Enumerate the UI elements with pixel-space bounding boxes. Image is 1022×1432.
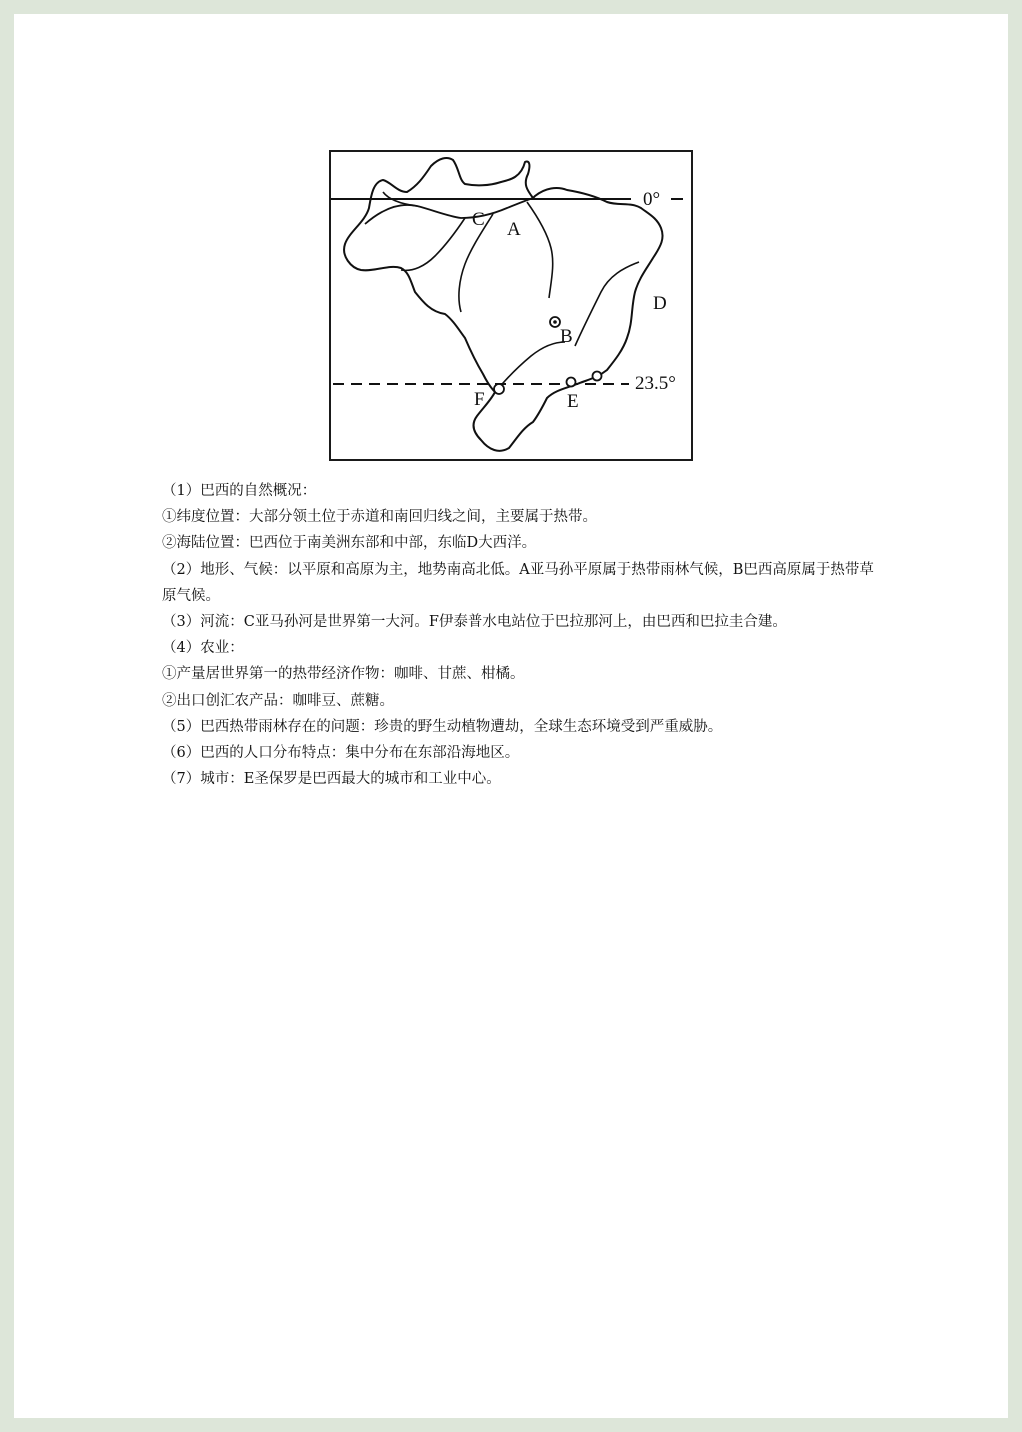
note-line: （6）巴西的人口分布特点：集中分布在东部沿海地区。 — [162, 745, 520, 762]
itaipu-marker — [494, 384, 504, 394]
note-line: ②出口创汇农产品：咖啡豆、蔗糖。 — [162, 692, 394, 709]
amazon-tributary-3 — [527, 202, 553, 298]
note-line: （7）城市：E圣保罗是巴西最大的城市和工业中心。 — [162, 771, 501, 788]
note-line: （1）巴西的自然概况： — [162, 483, 317, 499]
label-e: E — [567, 391, 579, 412]
brazil-map-drawing — [331, 152, 691, 459]
label-d: D — [653, 293, 667, 314]
equator-label: 0° — [643, 189, 661, 210]
note-line: ②海陆位置：巴西位于南美洲东部和中部，东临D大西洋。 — [162, 535, 537, 552]
note-line: ①产量居世界第一的热带经济作物：咖啡、甘蔗、柑橘。 — [162, 666, 525, 683]
parana-river — [497, 342, 565, 390]
note-line: （2）地形、气候：以平原和高原为主，地势南高北低。A亚马孙平原属于热带雨林气候，B巴西高原属于热带草原气候。 — [162, 561, 874, 604]
label-f: F — [474, 389, 485, 410]
rio-marker — [593, 372, 602, 381]
label-a: A — [507, 219, 521, 240]
label-c: C — [472, 209, 485, 230]
brazil-outline — [344, 158, 662, 451]
note-line: （4）农业： — [162, 640, 244, 657]
note-line: （3）河流：C亚马孙河是世界第一大河。F伊泰普水电站位于巴拉那河上，由巴西和巴拉圭合建。 — [162, 614, 787, 631]
label-b: B — [560, 326, 573, 347]
sao-paulo-marker — [567, 378, 576, 387]
notes-text — [162, 478, 882, 792]
document-page — [14, 14, 1008, 1418]
brazil-map — [329, 150, 693, 461]
note-line: （5）巴西热带雨林存在的问题：珍贵的野生动植物遭劫，全球生态环境受到严重威胁。 — [162, 718, 723, 735]
note-line: ①纬度位置：大部分领土位于赤道和南回归线之间，主要属于热带。 — [162, 509, 597, 526]
amazon-tributary-1 — [401, 218, 465, 270]
brasilia-marker-dot — [553, 320, 557, 324]
tropic-label: 23.5° — [635, 373, 676, 394]
